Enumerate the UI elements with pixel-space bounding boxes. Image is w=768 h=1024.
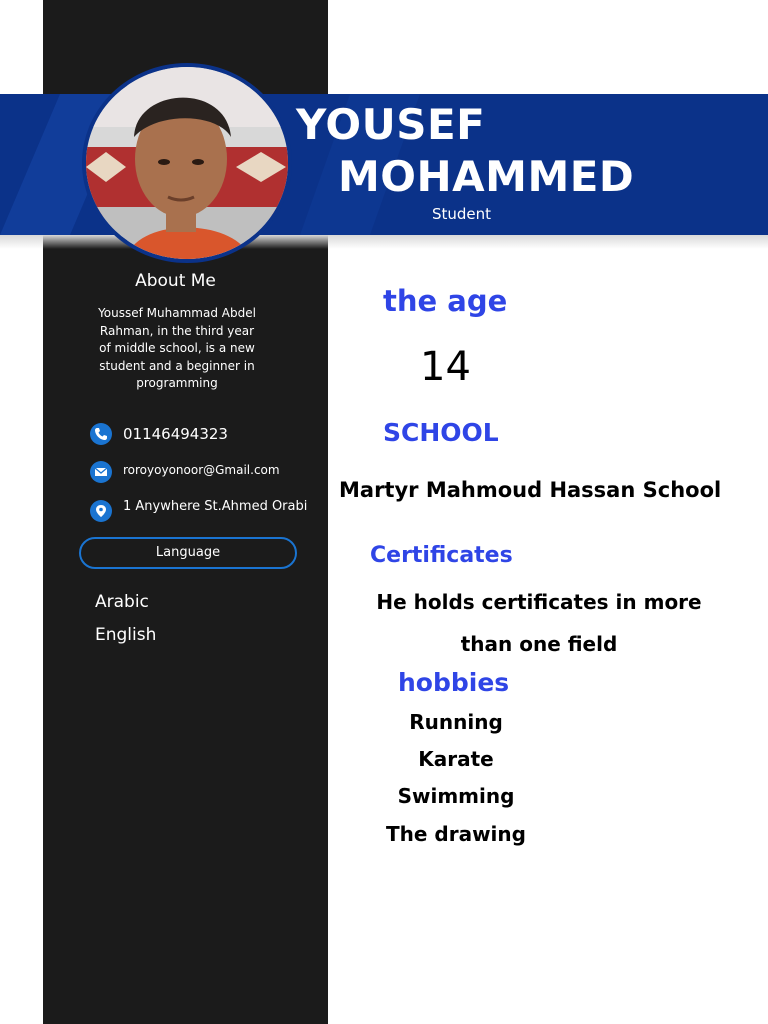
phone-number[interactable]: 01146494323 [123, 425, 228, 443]
about-me-heading: About Me [135, 271, 216, 291]
school-name: Martyr Mahmoud Hassan School [339, 478, 722, 502]
language-heading: Language [79, 537, 297, 569]
age-value: 14 [420, 344, 471, 390]
location-icon [90, 500, 112, 522]
email-icon [90, 461, 112, 483]
hobbies-heading: hobbies [398, 668, 510, 697]
email-address[interactable]: roroyoyonoor@Gmail.com [123, 463, 280, 477]
hobby-item: The drawing [386, 822, 526, 846]
hobby-item: Swimming [397, 784, 515, 808]
role-title: Student [432, 205, 492, 223]
age-heading: the age [383, 284, 508, 318]
hobby-item: Running [409, 710, 503, 734]
certificates-line-1: He holds certificates in more [376, 590, 702, 614]
language-item: Arabic [95, 592, 149, 612]
address: 1 Anywhere St.Ahmed Orabi [123, 499, 308, 514]
certificates-heading: Certificates [370, 543, 513, 568]
last-name: MOHAMMED [338, 152, 635, 201]
profile-photo [82, 63, 292, 263]
certificates-line-2: than one field [460, 632, 618, 656]
first-name: YOUSEF [296, 100, 486, 149]
hobby-item: Karate [418, 747, 494, 771]
about-me-text: Youssef Muhammad Abdel Rahman, in the third year of middle school, is a new student and a beginner in programming [98, 306, 256, 390]
school-heading: SCHOOL [383, 418, 499, 447]
phone-icon [90, 423, 112, 445]
language-item: English [95, 625, 157, 645]
